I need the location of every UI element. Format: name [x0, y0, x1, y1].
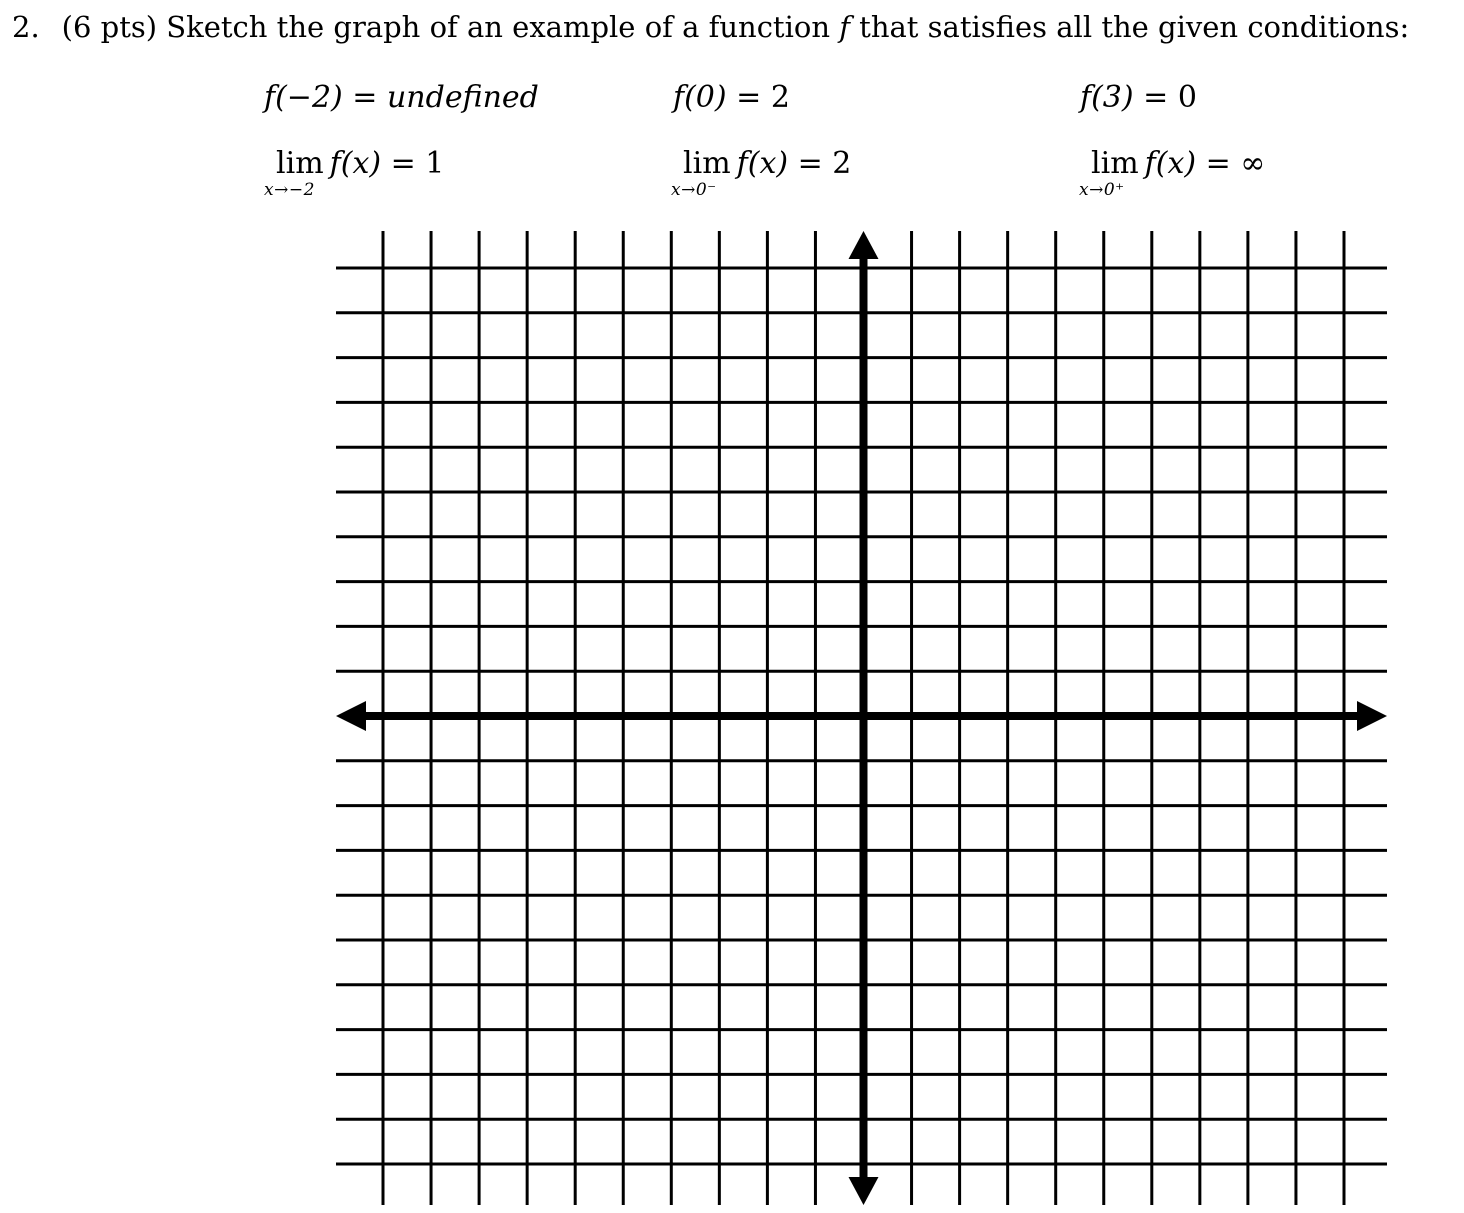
condition-lhs: f(3) — [1080, 80, 1134, 115]
condition-rhs: undefined — [386, 80, 539, 115]
y-axis-up-arrow-icon — [849, 231, 879, 259]
lim-word: lim — [276, 146, 324, 181]
problem-text-after: that satisfies all the given conditions: — [849, 10, 1410, 44]
lim-eq: = — [381, 146, 426, 181]
condition-eq: = — [1133, 80, 1178, 115]
condition-rhs: 2 — [770, 80, 790, 115]
condition-rhs: 0 — [1177, 80, 1197, 115]
condition-eq: = — [342, 80, 387, 115]
lim-word: lim — [683, 146, 731, 181]
problem-number: 2. — [12, 10, 40, 44]
condition-lhs: f(0) — [673, 80, 727, 115]
axes — [336, 231, 1387, 1205]
lim-word: lim — [1091, 146, 1139, 181]
lim-value: 2 — [832, 146, 852, 181]
lim-expression: f(x) — [1144, 146, 1197, 181]
lim-expression: f(x) — [736, 146, 789, 181]
lim-subscript: x→−2 — [264, 180, 315, 200]
lim-value: ∞ — [1240, 146, 1266, 181]
lim-value: 1 — [425, 146, 445, 181]
y-axis-down-arrow-icon — [849, 1177, 879, 1205]
lim-eq: = — [1196, 146, 1241, 181]
problem-text-before: (6 pts) Sketch the graph of an example of a function — [61, 10, 840, 44]
condition-lhs: f(−2) — [264, 80, 343, 115]
lim-expression: f(x) — [329, 146, 382, 181]
x-axis-right-arrow-icon — [1357, 701, 1387, 731]
condition-eq: = — [726, 80, 771, 115]
lim-subscript: x→0⁺ — [1079, 180, 1125, 200]
lim-subscript: x→0⁻ — [671, 180, 717, 200]
x-axis-left-arrow-icon — [336, 701, 366, 731]
function-symbol: f — [839, 10, 850, 44]
lim-eq: = — [788, 146, 833, 181]
